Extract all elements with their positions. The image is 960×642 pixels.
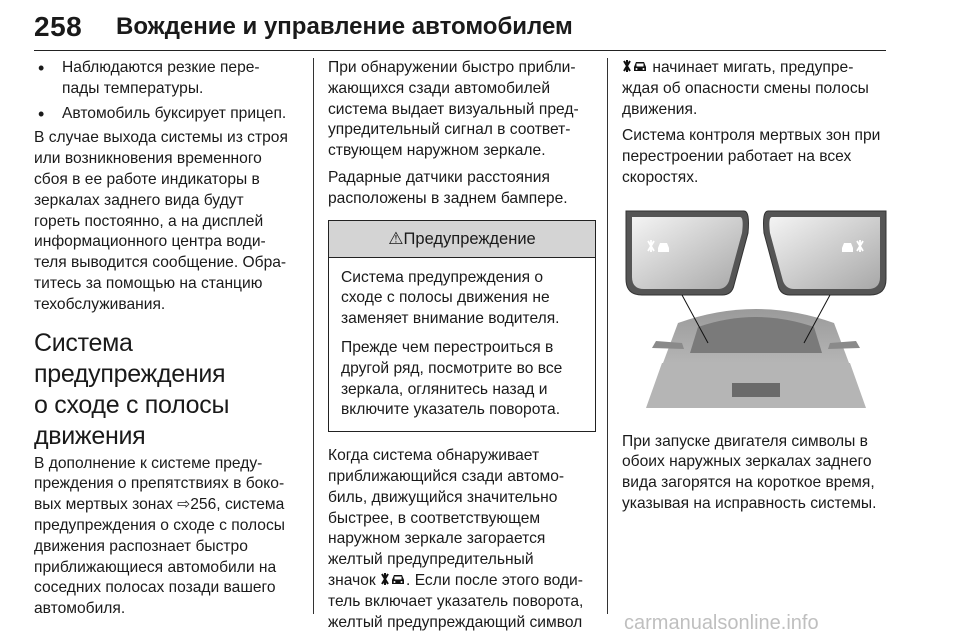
lane-change-warning-icon [622,59,648,73]
paragraph [328,446,596,633]
watermark: carmanualsonline.info [624,612,819,634]
column-middle [328,58,596,639]
warning-body [329,258,595,432]
paragraph: Система контроля мертвых зон при перестроении работает на всех скоростях. [622,127,881,186]
page-ref-link[interactable]: 256 [190,496,217,514]
paragraph-text: . Если после этого води- тель включает указатель поворота, желтый предупреждающий символ [328,571,584,631]
paragraph [622,58,890,120]
column-left [34,58,300,626]
page-number: 258 [34,11,83,42]
warning-title [329,221,595,258]
page-ref-icon[interactable]: ⇨ [177,496,191,514]
paragraph: При обнаружении быстро прибли- жающихся сзади автомобилей система выдает визуальный пред- упредительный сигнал в соответ- ствующем наружном зеркале. [328,59,579,160]
column-right [622,58,890,521]
paragraph-text: Когда система обнаруживает приближающийся сзади автомо- биль, движущийся значительно быстрее, в соответствующем наружном зеркале загорается желтый предупредительный значок [328,447,565,589]
warning-title-text: Предупреждение [403,229,536,248]
warning-triangle-icon: ⚠ [388,228,404,248]
warning-box [328,220,596,433]
lane-change-warning-icon [380,572,406,586]
paragraph: При запуске двигателя символы в обоих наружных зеркалах заднего вида загорятся на короткое время, указывая на исправность системы. [622,432,877,512]
paragraph-text: начинает мигать, предупре- ждая об опасности смены полосы движения. [622,59,869,118]
warning-text: Прежде чем перестроиться в другой ряд, посмотрите во все зеркала, оглянитесь назад и включите указатель поворота. [341,338,563,419]
column-divider [313,58,314,614]
bullet-item: • Автомобиль буксирует прицеп. [34,104,300,125]
paragraph [34,454,300,620]
paragraph: Радарные датчики расстояния расположены в заднем бампере. [328,168,568,207]
paragraph: В случае выхода системы из строя или возникновения временного сбоя в ее работе индикаторы в зеркалах заднего вида будут гореть постоянно, а на дисплей информационного центра води- теля выводится сообщение. Обра- титесь за помощью на станцию техобслуживания. [34,129,288,313]
section-title: Вождение и управление автомобилем [116,13,573,40]
section-heading: Система предупреждения о сходе с полосы движения [34,328,230,450]
car-mirrors-illustration [622,203,890,413]
bullet-item: • Наблюдаются резкие пере- пады температуры. [34,58,300,100]
column-divider [607,58,608,614]
warning-text: Система предупреждения о сходе с полосы движения не заменяет внимание водителя. [341,268,560,328]
page-header [34,6,886,51]
paragraph-text: , система предупреждения о сходе с полосы движения распознает быстро приближающиеся автомобили на соседних полосах позади вашего автомобиля. [34,496,285,618]
paragraph-text: В дополнение к системе преду- преждения о препятствиях в боко- вых мертвых зонах [34,454,285,514]
